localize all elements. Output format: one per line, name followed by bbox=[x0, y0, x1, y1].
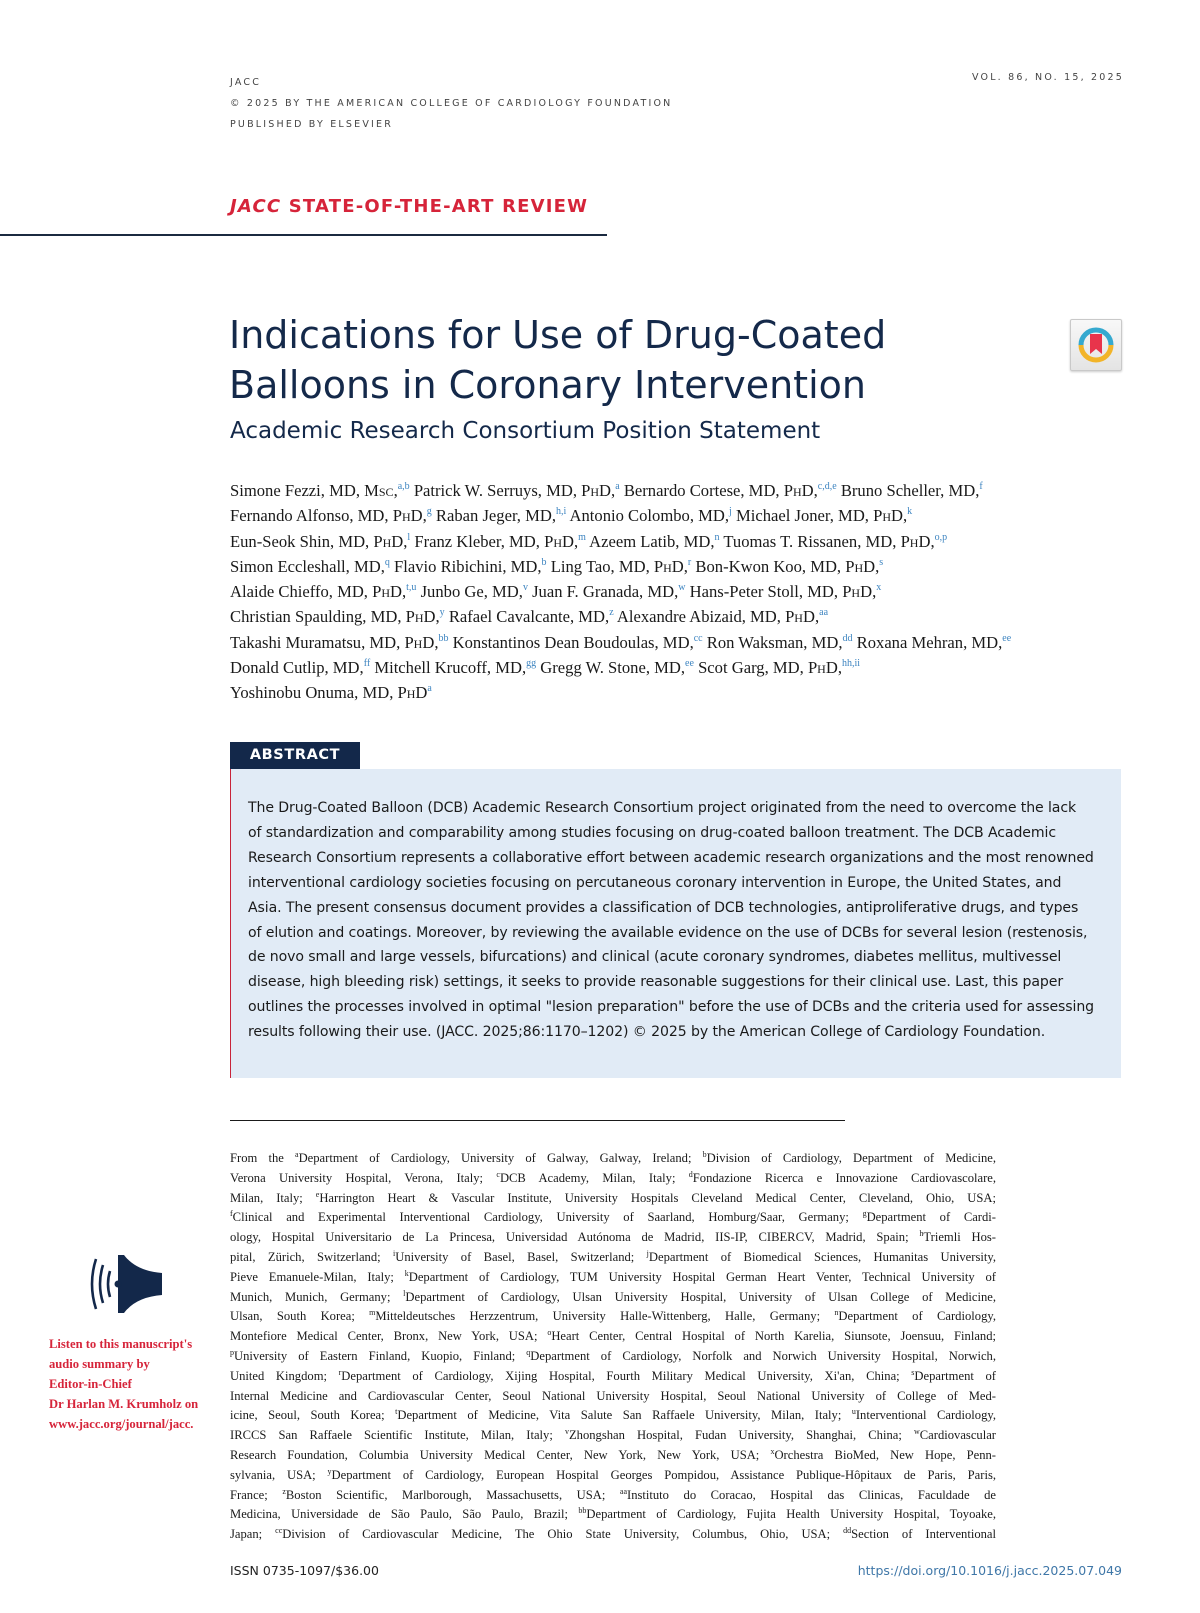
publisher-line: PUBLISHED BY ELSEVIER bbox=[230, 119, 394, 130]
author-degree: PhD bbox=[404, 632, 435, 652]
author-name: Raban Jeger, MD bbox=[435, 506, 552, 526]
abstract-line: Research Consortium represents a collaborative effort between academic research organizations and the most renowned bbox=[248, 849, 1094, 866]
affiliation-marker[interactable]: o,p bbox=[934, 531, 948, 543]
affiliation-marker[interactable]: ee bbox=[685, 658, 694, 670]
affiliation-text: Department of Cardi- bbox=[866, 1210, 996, 1225]
author-name: Bruno Scheller, MD bbox=[840, 481, 976, 500]
author-degree: PhD bbox=[873, 506, 903, 526]
author-name: Azeem Latib, MD bbox=[589, 531, 711, 551]
affiliation-marker[interactable]: g bbox=[426, 506, 432, 518]
affiliation-line bbox=[230, 1228, 996, 1248]
affiliation-marker[interactable]: k bbox=[907, 506, 913, 518]
affiliation-marker[interactable]: x bbox=[876, 582, 882, 594]
affiliation-text: Verona University Hospital, Verona, Italy; bbox=[230, 1170, 497, 1185]
author-name: Alaide Chieffo, MD, bbox=[230, 582, 373, 602]
affiliation-text: Department of Cardiology, TUM University Hospital German Heart Venter, Technical University of bbox=[408, 1269, 996, 1284]
affiliation-line bbox=[230, 1446, 996, 1466]
affiliation-text: Montefiore Medical Center, Bronx, New York, USA; bbox=[230, 1329, 548, 1344]
affiliation-text: sylvania, USA; bbox=[230, 1467, 328, 1482]
affiliation-text: Department of Medicine, Vita Salute San Raffaele University, Milan, Italy; bbox=[397, 1408, 852, 1423]
affiliation-text: icine, Seoul, South Korea; bbox=[230, 1408, 396, 1423]
affiliation-line bbox=[230, 1367, 996, 1387]
article-subtitle: Academic Research Consortium Position Statement bbox=[230, 418, 821, 444]
affiliation-marker[interactable]: w bbox=[678, 582, 686, 594]
abstract-line: disease, high bleeding risk) settings, it seeks to provide reasonable suggestions for their clinical use. Last, this paper bbox=[248, 974, 1064, 991]
author-name: Ling Tao, MD, bbox=[550, 556, 654, 576]
affiliation-text: Orchestra BioMed, New Hope, Penn- bbox=[774, 1447, 996, 1462]
affiliation-letter: q bbox=[526, 1347, 531, 1357]
author-degree: PhD bbox=[900, 531, 931, 551]
author-name: Donald Cutlip, MD bbox=[230, 658, 360, 678]
affiliation-marker[interactable]: ff bbox=[363, 658, 371, 670]
affiliation-text: Department of Biomedical Sciences, Humanitas University, bbox=[648, 1249, 996, 1264]
affiliation-marker[interactable]: aa bbox=[819, 607, 829, 619]
affiliation-marker[interactable]: j bbox=[729, 506, 732, 518]
audio-summary-note bbox=[49, 1334, 229, 1434]
author-name: Fernando Alfonso, MD, bbox=[230, 506, 393, 526]
affiliation-letter: h bbox=[919, 1229, 924, 1239]
affiliation-marker[interactable]: a bbox=[615, 481, 620, 492]
author-line: Christian Spaulding, MD, PhD,$^y$ Rafael Cavalcante, MD,$^z$ Alexandre Abizaid, MD, PhD,$^{aa}$ bbox=[230, 607, 829, 627]
author-name: Bernardo Cortese, MD, bbox=[623, 481, 784, 500]
affiliation-marker[interactable]: l bbox=[407, 531, 411, 543]
volume-info: VOL. 86, NO. 15, 2025 bbox=[971, 72, 1124, 83]
author-degree: PhD bbox=[372, 582, 402, 602]
author-name: Simon Eccleshall, MD bbox=[230, 556, 381, 576]
audio-line-4: Dr Harlan M. Krumholz on bbox=[49, 1397, 199, 1411]
affiliation-text: Section of Interventional bbox=[851, 1527, 997, 1542]
author-line: Takashi Muramatsu, MD, PhD,$^{bb}$ Konstantinos Dean Boudoulas, MD,$^{cc}$ Ron Waksman, MD,$^{dd}$ Roxana Mehran, MD,$^{ee}$ bbox=[230, 632, 1012, 652]
affiliation-text: Department of Cardiology, bbox=[838, 1309, 996, 1324]
abstract-line: of standardization and comparability among studies focusing on drug-coated balloon treatment. The DCB Academic bbox=[248, 824, 1056, 841]
author-degree: PhD bbox=[653, 556, 684, 576]
affiliation-marker[interactable]: hh,ii bbox=[841, 658, 861, 670]
affiliation-text: IRCCS San Raffaele Scientific Institute, Milan, Italy; bbox=[230, 1428, 565, 1443]
author-line: Simone Fezzi, MD, Msc,$^{a,b}$ Patrick W. Serruys, MD, PhD,$^a$ Bernardo Cortese, MD, PhD,$^{c,d,e}$ Bruno Scheller, MD,$^f$ bbox=[230, 481, 983, 500]
author-name: Juan F. Granada, MD bbox=[532, 582, 675, 602]
copyright-line: © 2025 BY THE AMERICAN COLLEGE OF CARDIOLOGY FOUNDATION bbox=[230, 98, 673, 109]
audio-summary-link[interactable]: www.jacc.org/journal/jacc bbox=[49, 1417, 191, 1431]
affiliation-marker[interactable]: y bbox=[439, 607, 445, 619]
affiliation-marker[interactable]: s bbox=[879, 556, 884, 568]
affiliation-marker[interactable]: a,b bbox=[397, 481, 410, 492]
author-name: Takashi Muramatsu, MD, bbox=[230, 632, 405, 652]
author-degree: PhD bbox=[807, 658, 838, 678]
affiliation-text: Japan; bbox=[230, 1527, 276, 1542]
journal-header bbox=[230, 72, 672, 135]
author-degree: PhD bbox=[785, 607, 815, 627]
affiliation-line bbox=[230, 1525, 996, 1545]
affiliation-letter: n bbox=[834, 1308, 839, 1318]
author-name: Bon-Kwon Koo, MD, bbox=[695, 556, 846, 576]
affiliation-marker[interactable]: gg bbox=[526, 658, 537, 670]
section-divider bbox=[0, 234, 607, 236]
affiliation-letter: e bbox=[315, 1189, 320, 1199]
affiliation-text: Milan, Italy; bbox=[230, 1190, 316, 1205]
affiliation-text: Triemli Hos- bbox=[923, 1230, 996, 1245]
affiliation-text: Fondazione Ricerca e Innovazione Cardiovascolare, bbox=[692, 1170, 997, 1185]
affiliations bbox=[230, 1149, 996, 1545]
affiliation-letter: a bbox=[295, 1150, 299, 1159]
affiliation-text: Instituto do Coracao, Hospital das Clinicas, Faculdade de bbox=[627, 1487, 996, 1502]
author-name: Junbo Ge, MD bbox=[420, 582, 519, 602]
affiliation-letter: t bbox=[395, 1407, 398, 1417]
affiliation-text: Cardiovascular bbox=[919, 1428, 996, 1443]
affiliation-text: Boston Scientific, Marlborough, Massachusetts, USA; bbox=[285, 1487, 620, 1502]
affiliation-letter: j bbox=[646, 1248, 649, 1258]
author-name: Franz Kleber, MD, bbox=[414, 531, 545, 551]
affiliation-letter: p bbox=[230, 1347, 234, 1357]
affiliation-letter: g bbox=[862, 1209, 867, 1219]
abstract-line: of elution and coatings. Moreover, by reviewing the available evidence on the use of DCBs for several lesion (restenosis, bbox=[248, 924, 1088, 941]
affiliation-text: Pieve Emanuele-Milan, Italy; bbox=[230, 1269, 405, 1284]
affiliation-text: Division of Cardiology, Department of Medicine, bbox=[706, 1151, 996, 1165]
affiliation-text: University of Eastern Finland, Kuopio, Finland; bbox=[234, 1348, 527, 1363]
affiliation-text: Department of Cardiology, Norfolk and Norwich University Hospital, Norwich, bbox=[530, 1348, 996, 1363]
affiliation-line bbox=[230, 1189, 996, 1209]
affiliation-marker[interactable]: f bbox=[979, 481, 983, 492]
author-name: Tuomas T. Rissanen, MD, bbox=[723, 531, 901, 551]
audio-line-3: Editor-in-Chief bbox=[49, 1377, 132, 1391]
affiliation-letter: z bbox=[282, 1486, 286, 1496]
affiliation-letter: x bbox=[770, 1446, 775, 1456]
affiliation-marker[interactable]: ee bbox=[1002, 632, 1012, 644]
affiliation-text: Munich, Munich, Germany; bbox=[230, 1289, 404, 1304]
affiliation-line bbox=[230, 1169, 996, 1189]
affiliation-text: United Kingdom; bbox=[230, 1368, 339, 1383]
affiliation-line bbox=[230, 1426, 996, 1446]
affiliation-text: Mitteldeutsches Herzzentrum, University Halle-Wittenberg, Halle, Germany; bbox=[375, 1309, 835, 1324]
author-name: Rafael Cavalcante, MD bbox=[448, 607, 606, 627]
affiliation-text: From the bbox=[230, 1151, 296, 1165]
author-name: Antonio Colombo, MD bbox=[569, 506, 725, 526]
affiliation-text: Department of Cardiology, Xijing Hospital, Fourth Military Medical University, Xi'an, China; bbox=[341, 1368, 912, 1383]
affiliation-letter: y bbox=[327, 1466, 332, 1476]
affiliation-text: Division of Cardiovascular Medicine, The Ohio State University, Columbus, Ohio, USA; bbox=[282, 1527, 844, 1542]
affiliation-text: Department of Cardiology, Ulsan University Hospital, University of Ulsan College of Medicine, bbox=[405, 1289, 996, 1304]
author-line: Fernando Alfonso, MD, PhD,$^g$ Raban Jeger, MD,$^{h,i}$ Antonio Colombo, MD,$^j$ Michael Joner, MD, PhD,$^k$ bbox=[230, 506, 913, 526]
affiliation-marker[interactable]: cc bbox=[693, 632, 703, 644]
affiliation-letter: aa bbox=[619, 1486, 627, 1496]
author-name: Ron Waksman, MD bbox=[706, 632, 839, 652]
section-prefix: JACC bbox=[230, 196, 282, 217]
affiliation-marker[interactable]: b bbox=[541, 556, 547, 568]
affiliation-letter: i bbox=[393, 1248, 396, 1258]
author-degree: PhD bbox=[373, 531, 404, 551]
audio-url-period: . bbox=[190, 1417, 194, 1431]
author-degree: Msc bbox=[364, 481, 394, 500]
affiliation-letter: o bbox=[547, 1328, 552, 1338]
affiliation-marker[interactable]: t,u bbox=[406, 582, 417, 594]
author-line: Simon Eccleshall, MD,$^q$ Flavio Ribichini, MD,$^b$ Ling Tao, MD, PhD,$^r$ Bon-Kwon Koo, MD, PhD,$^s$ bbox=[230, 556, 884, 576]
author-name: Flavio Ribichini, MD bbox=[394, 556, 538, 576]
section-name: STATE-OF-THE-ART REVIEW bbox=[288, 196, 589, 217]
affiliation-letter: s bbox=[911, 1367, 915, 1377]
affiliation-letter: d bbox=[688, 1169, 693, 1179]
author-name: Konstantinos Dean Boudoulas, MD bbox=[452, 632, 690, 652]
affiliation-line bbox=[230, 1327, 996, 1347]
author-line: Alaide Chieffo, MD, PhD,$^{t,u}$ Junbo Ge, MD,$^v$ Juan F. Granada, MD,$^w$ Hans-Peter Stoll, MD, PhD,$^x$ bbox=[230, 582, 882, 602]
author-name: Simone Fezzi, MD, bbox=[230, 481, 365, 500]
title-line-1: Indications for Use of Drug-Coated bbox=[229, 313, 887, 357]
affiliation-letter: b bbox=[702, 1150, 707, 1159]
affiliation-text: Zhongshan Hospital, Fudan University, Shanghai, China; bbox=[568, 1428, 914, 1443]
affiliation-text: Medicina, Universidade de São Paulo, São Paulo, Brazil; bbox=[230, 1507, 579, 1522]
speaker-icon[interactable] bbox=[88, 1249, 168, 1317]
author-degree: PhD bbox=[397, 683, 428, 703]
author-name: Eun-Seok Shin, MD, bbox=[230, 531, 374, 551]
affiliation-text: Internal Medicine and Cardiovascular Center, Seoul National University Hospital, Seoul National University of College of Med- bbox=[230, 1388, 996, 1403]
affiliation-line bbox=[230, 1149, 996, 1169]
affiliation-letter: c bbox=[496, 1169, 500, 1179]
affiliation-letter: dd bbox=[843, 1526, 852, 1536]
affiliation-line bbox=[230, 1307, 996, 1327]
affiliation-marker[interactable]: c,d,e bbox=[817, 481, 837, 492]
abstract-line: outlines the processes involved in optimal "lesion preparation" before the use of DCBs and the criteria used for assessing bbox=[248, 999, 1095, 1016]
journal-name: JACC bbox=[230, 77, 262, 88]
affiliation-line bbox=[230, 1268, 996, 1288]
author-degree: PhD bbox=[842, 582, 873, 602]
footnote-divider bbox=[230, 1120, 845, 1121]
audio-line-1: Listen to this manuscript's bbox=[49, 1337, 193, 1351]
affiliation-line bbox=[230, 1208, 996, 1228]
affiliation-text: ology, Hospital Universitario de La Princesa, Universidad Autónoma de Madrid, IIS-IP, CIBERCV, Madrid, Spain; bbox=[230, 1230, 920, 1245]
affiliation-marker[interactable]: a bbox=[427, 683, 432, 695]
affiliation-letter: bb bbox=[578, 1506, 587, 1516]
author-name: Roxana Mehran, MD bbox=[856, 632, 999, 652]
affiliation-letter: w bbox=[913, 1427, 920, 1437]
affiliation-text: Clinical and Experimental Interventional Cardiology, University of Saarland, Homburg/Saar, Germany; bbox=[232, 1210, 863, 1225]
author-degree: PhD bbox=[392, 506, 423, 526]
affiliation-marker[interactable]: h,i bbox=[556, 506, 567, 518]
affiliation-text: France; bbox=[230, 1487, 283, 1502]
affiliation-letter: r bbox=[338, 1367, 342, 1377]
affiliation-line bbox=[230, 1505, 996, 1525]
affiliation-text: Department of Cardiology, Fujita Health University Hospital, Toyoake, bbox=[586, 1507, 996, 1522]
affiliation-line bbox=[230, 1288, 996, 1308]
affiliation-text: Interventional Cardiology, bbox=[855, 1408, 996, 1423]
author-name: Yoshinobu Onuma, MD, bbox=[230, 683, 398, 703]
author-list bbox=[230, 478, 1130, 706]
author-degree: PhD bbox=[405, 607, 436, 627]
affiliation-line bbox=[230, 1466, 996, 1486]
affiliation-letter: cc bbox=[275, 1526, 283, 1536]
issn-price: ISSN 0735-1097/$36.00 bbox=[230, 1563, 379, 1578]
affiliation-marker[interactable]: m bbox=[578, 531, 586, 543]
affiliation-line bbox=[230, 1347, 996, 1367]
affiliation-letter: v bbox=[564, 1427, 569, 1437]
abstract-line: interventional cardiology societies focusing on percutaneous coronary intervention in Europe, the United States, and bbox=[248, 874, 1062, 891]
author-name: Hans-Peter Stoll, MD, bbox=[689, 582, 843, 602]
article-title bbox=[229, 310, 949, 410]
author-name: Alexandre Abizaid, MD, bbox=[616, 607, 786, 627]
author-name: Gregg W. Stone, MD bbox=[540, 658, 681, 678]
affiliation-line bbox=[230, 1486, 996, 1506]
affiliation-line bbox=[230, 1248, 996, 1268]
affiliation-marker[interactable]: z bbox=[609, 607, 614, 619]
abstract-line: results following their use. (JACC. 2025;86:1170–1202) © 2025 by the American College of Cardiology Foundation. bbox=[248, 1024, 1046, 1041]
affiliation-line bbox=[230, 1387, 996, 1407]
author-degree: PhD bbox=[845, 556, 876, 576]
affiliation-text: Department of Cardiology, University of Galway, Galway, Ireland; bbox=[298, 1151, 703, 1165]
author-line: Donald Cutlip, MD,$^{ff}$ Mitchell Krucoff, MD,$^{gg}$ Gregg W. Stone, MD,$^{ee}$ Scot Garg, MD, PhD,$^{hh,ii}$ bbox=[230, 658, 861, 678]
abstract-line: de novo small and large vessels, bifurcations) and clinical (acute coronary syndromes, diabetes mellitus, multivessel bbox=[248, 949, 1062, 966]
author-name: Scot Garg, MD, bbox=[698, 658, 808, 678]
affiliation-text: Ulsan, South Korea; bbox=[230, 1309, 370, 1324]
doi-link[interactable]: https://doi.org/10.1016/j.jacc.2025.07.049 bbox=[857, 1563, 1122, 1578]
affiliation-letter: f bbox=[230, 1209, 233, 1219]
affiliation-line bbox=[230, 1406, 996, 1426]
author-name: Michael Joner, MD, bbox=[735, 506, 874, 526]
abstract-line: The Drug-Coated Balloon (DCB) Academic Research Consortium project originated from the need to overcome the lack bbox=[248, 800, 1077, 816]
affiliation-letter: u bbox=[851, 1407, 856, 1417]
affiliation-text: Heart Center, Central Hospital of North Karelia, Siunsote, Joensuu, Finland; bbox=[551, 1329, 997, 1344]
author-line bbox=[230, 680, 1130, 705]
title-line-2: Balloons in Coronary Intervention bbox=[229, 363, 866, 407]
affiliation-marker[interactable]: v bbox=[522, 582, 528, 594]
affiliation-marker[interactable]: dd bbox=[842, 632, 853, 644]
abstract-line: Asia. The present consensus document provides a classification of DCB technologies, antiproliferative drugs, and types bbox=[248, 899, 1079, 916]
affiliation-text: Harrington Heart & Vascular Institute, University Hospitals Cleveland Medical Center, Cleveland, Ohio, USA; bbox=[319, 1190, 996, 1205]
affiliation-letter: m bbox=[369, 1308, 376, 1318]
author-degree: PhD bbox=[581, 481, 612, 500]
abstract-label: ABSTRACT bbox=[230, 742, 360, 769]
affiliation-text: Research Foundation, Columbia University Medical Center, New York, New York, USA; bbox=[230, 1447, 771, 1462]
author-degree: PhD bbox=[783, 481, 814, 500]
author-name: Mitchell Krucoff, MD bbox=[374, 658, 522, 678]
affiliation-text: University of Basel, Basel, Switzerland; bbox=[395, 1249, 647, 1264]
author-name: Christian Spaulding, MD, bbox=[230, 607, 406, 627]
author-line: Eun-Seok Shin, MD, PhD,$^l$ Franz Kleber, MD, PhD,$^m$ Azeem Latib, MD,$^n$ Tuomas T. Rissanen, MD, PhD,$^{o,p}$ bbox=[230, 531, 948, 551]
author-degree: PhD bbox=[544, 531, 574, 551]
affiliation-marker[interactable]: r bbox=[687, 556, 692, 568]
affiliation-text: pital, Zürich, Switzerland; bbox=[230, 1249, 394, 1264]
affiliation-letter: k bbox=[404, 1268, 409, 1278]
affiliation-marker[interactable]: q bbox=[384, 556, 390, 568]
affiliation-text: Department of bbox=[914, 1368, 996, 1383]
audio-line-2: audio summary by bbox=[49, 1357, 150, 1371]
affiliation-text: DCB Academy, Milan, Italy; bbox=[499, 1170, 689, 1185]
author-name: Patrick W. Serruys, MD, bbox=[413, 481, 582, 500]
section-label bbox=[230, 196, 588, 217]
affiliation-marker[interactable]: n bbox=[714, 531, 720, 543]
affiliation-text: Department of Cardiology, European Hospital Georges Pompidou, Assistance Publique-Hôpitaux de Paris, Paris, bbox=[331, 1467, 996, 1482]
bookmark-badge-icon[interactable] bbox=[1070, 319, 1122, 371]
affiliation-marker[interactable]: bb bbox=[438, 632, 449, 644]
affiliation-letter: l bbox=[403, 1288, 406, 1298]
abstract-text bbox=[248, 796, 1094, 1045]
